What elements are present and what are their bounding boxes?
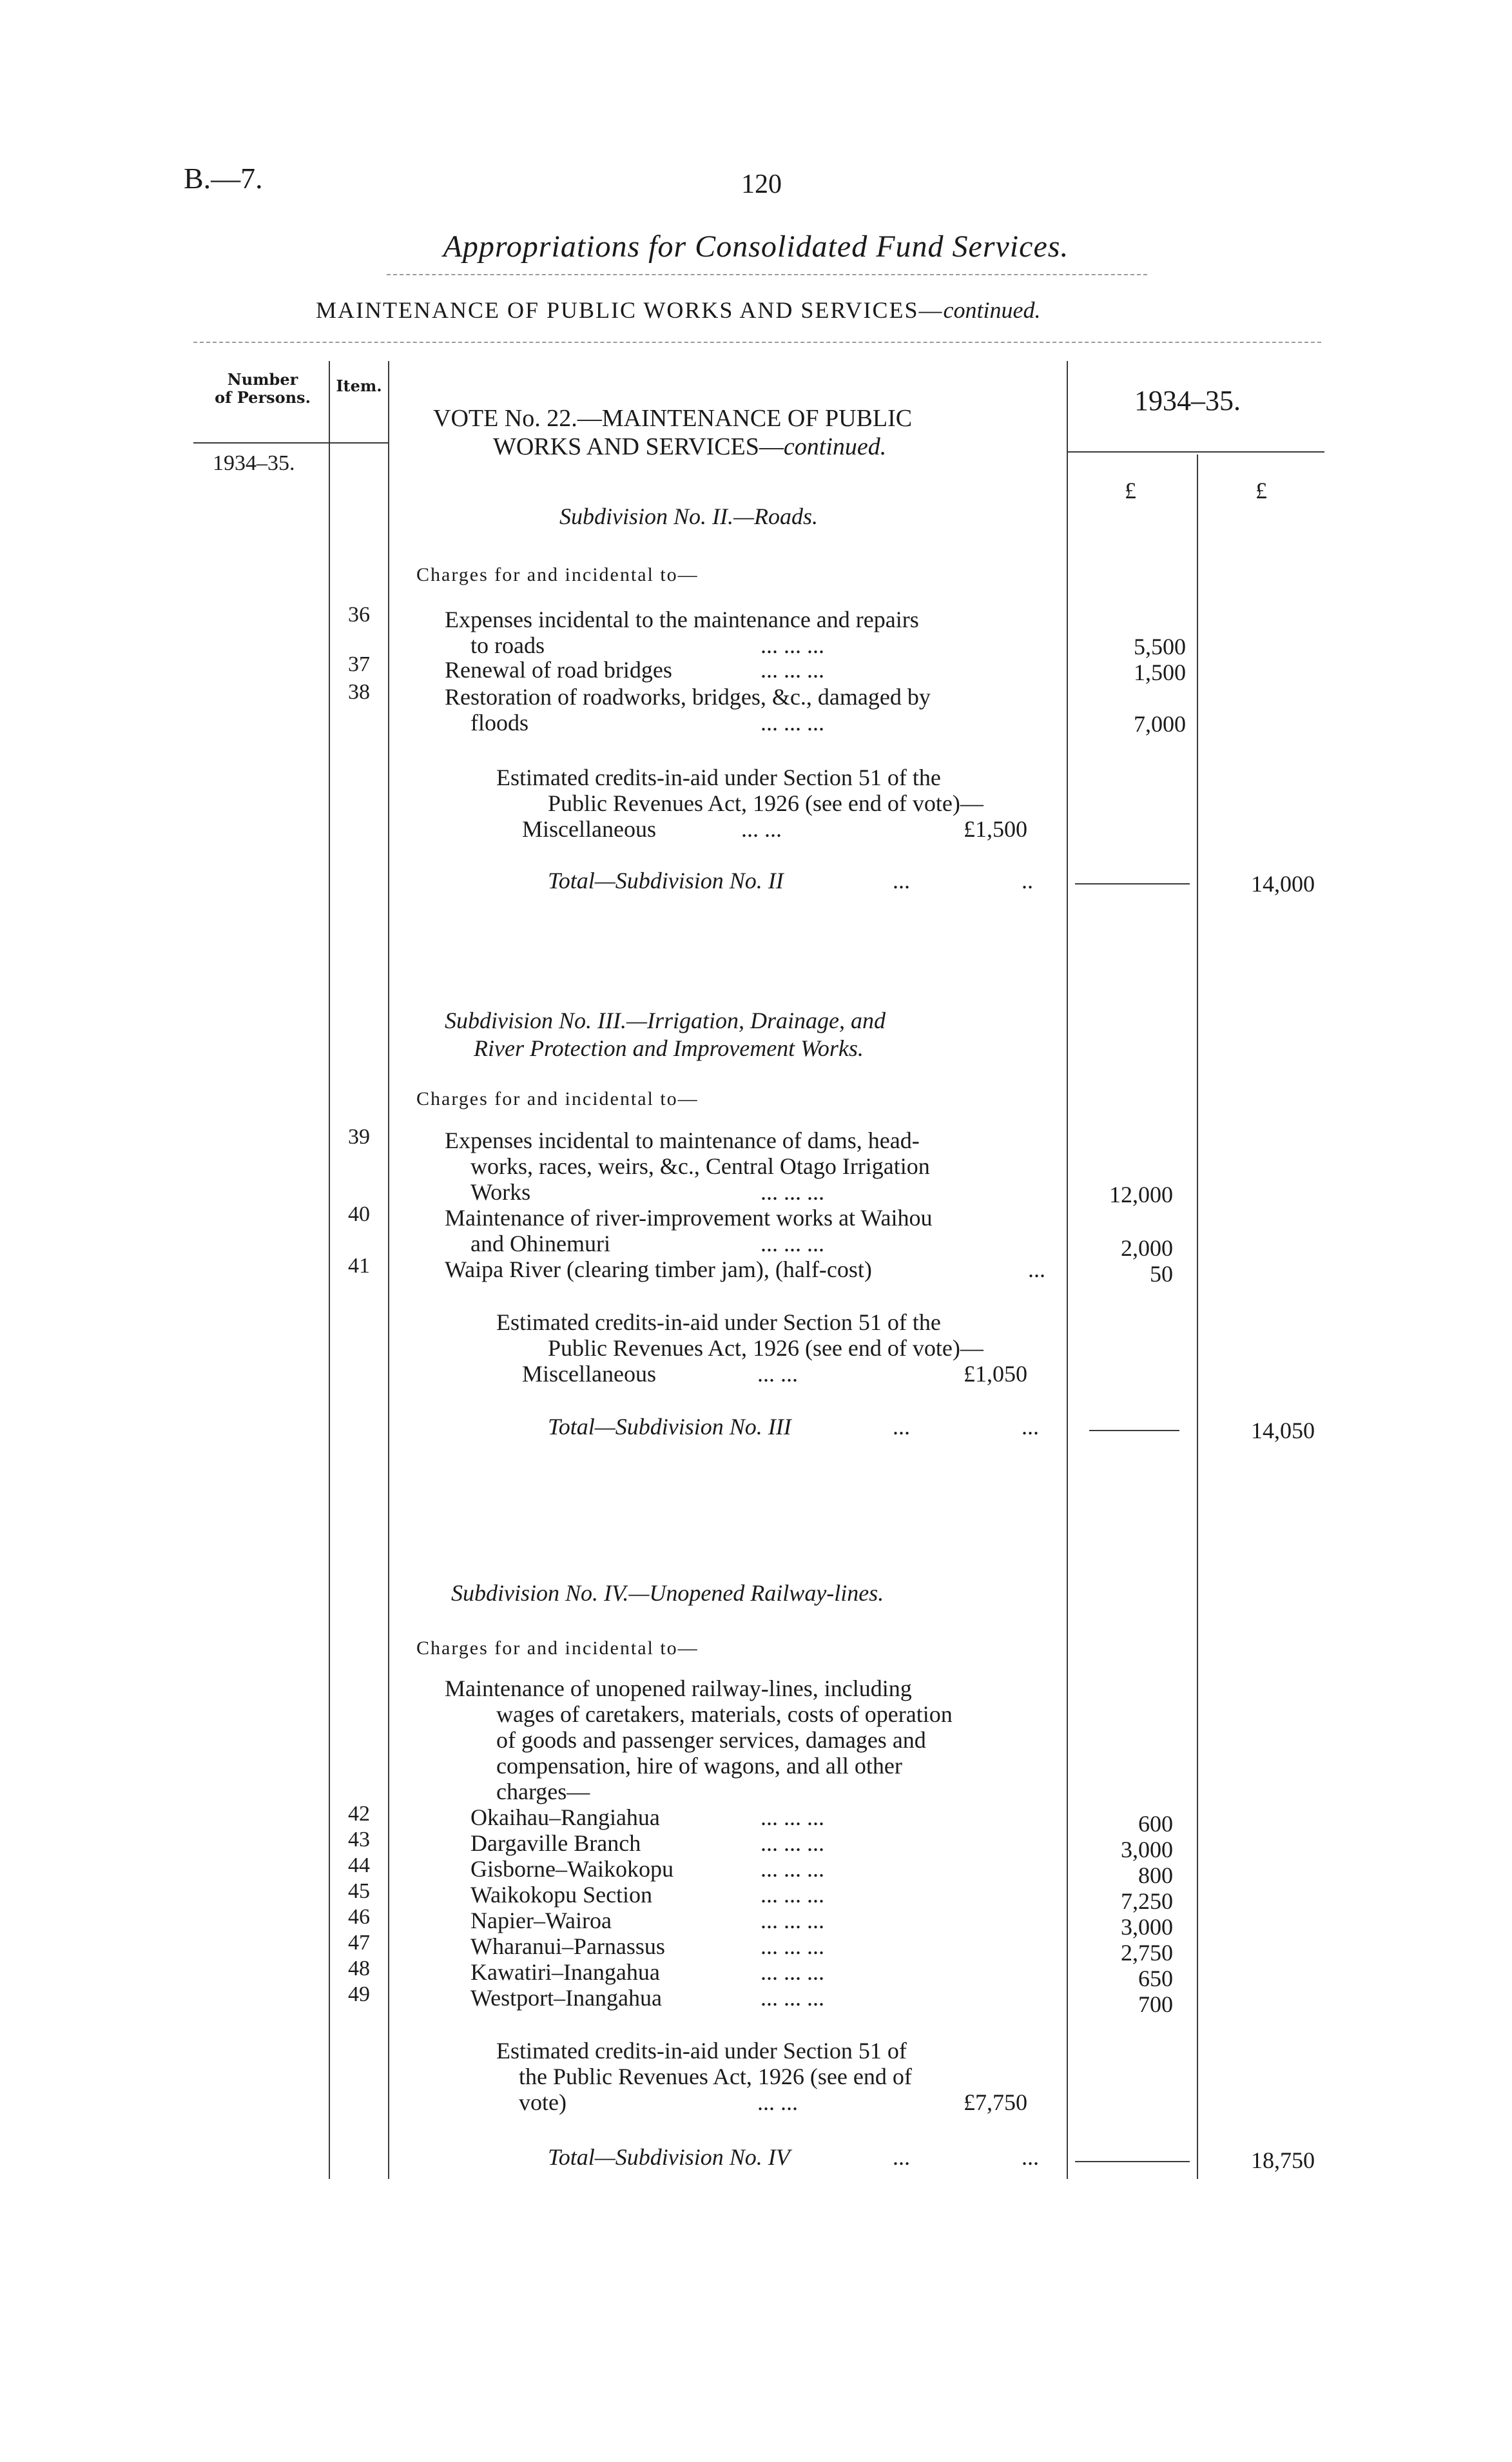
credits-in-aid-amount: £1,500 [964, 816, 1027, 842]
column-divider-persons [329, 361, 330, 2179]
railway-line-label: Kawatiri–Inangahua [470, 1959, 660, 1985]
item-number: 42 [348, 1802, 370, 1826]
item-description: Renewal of road bridges [445, 657, 672, 683]
item-amount: 800 [1138, 1862, 1173, 1888]
item-description: to roads [470, 632, 545, 658]
dot-leader: ... ... ... [761, 1985, 824, 2011]
subdivision-iii-heading: River Protection and Improvement Works. [474, 1035, 864, 1061]
total-rule [1075, 2161, 1190, 2162]
item-amount: 600 [1138, 1811, 1173, 1837]
railway-line-label: Gisborne–Waikokopu [470, 1856, 674, 1882]
dot-leader: ... [1022, 1414, 1039, 1440]
subdivision-iv-total-label: Total—Subdivision No. IV [548, 2144, 790, 2170]
currency-symbol-subtotal: £ [1255, 478, 1267, 503]
item-amount: 2,750 [1121, 1940, 1173, 1966]
subdivision-iv-intro: charges— [496, 1779, 590, 1804]
column-divider-item [388, 361, 389, 2179]
subdivision-iv-intro: wages of caretakers, materials, costs of operation [496, 1701, 953, 1727]
railway-line-label: Dargaville Branch [470, 1830, 641, 1856]
subdivision-iii-total-label: Total—Subdivision No. III [548, 1414, 791, 1440]
railway-line-label: Waikokopu Section [470, 1882, 653, 1908]
credits-in-aid-text: vote) [519, 2089, 567, 2115]
subdivision-iv-total: 18,750 [1251, 2147, 1315, 2173]
total-rule [1089, 1430, 1179, 1431]
item-number: 39 [348, 1125, 370, 1149]
credits-in-aid-text: Miscellaneous [522, 1361, 656, 1387]
dot-leader: ... ... ... [761, 1231, 824, 1256]
title-rule [387, 274, 1147, 275]
credits-in-aid-text: Estimated credits-in-aid under Section 51 of the [496, 1309, 941, 1335]
item-number: 45 [348, 1879, 370, 1903]
persons-column-header: Number of Persons. [215, 370, 311, 407]
item-amount: 650 [1138, 1966, 1173, 1991]
item-number: 43 [348, 1828, 370, 1851]
dot-leader: ... ... ... [761, 710, 824, 736]
item-number: 49 [348, 1982, 370, 2006]
document-code: B.—7. [184, 162, 263, 195]
item-amount: 3,000 [1121, 1914, 1173, 1940]
item-description: Expenses incidental to maintenance of dams, head- [445, 1128, 920, 1153]
amount-year: 1934–35. [1134, 385, 1241, 416]
subdivision-ii-total: 14,000 [1251, 871, 1315, 897]
dot-leader: ... [893, 2144, 910, 2170]
dot-leader: ... ... ... [761, 657, 824, 683]
subdivision-iii-charges: Charges for and incidental to— [416, 1088, 699, 1109]
subdivision-iv-intro: of goods and passenger services, damages and [496, 1727, 926, 1753]
dot-leader: ... ... ... [761, 1882, 824, 1908]
subdivision-iv-intro: compensation, hire of wagons, and all other [496, 1753, 902, 1779]
credits-in-aid-text: Estimated credits-in-aid under Section 51 of the [496, 765, 941, 790]
item-number: 36 [348, 603, 370, 627]
year-header-rule [1067, 451, 1324, 453]
dot-leader: .. [1022, 868, 1033, 894]
item-amount: 700 [1138, 1991, 1173, 2017]
credits-in-aid-text: Public Revenues Act, 1926 (see end of vote)— [548, 790, 984, 816]
item-number: 41 [348, 1254, 370, 1278]
dot-leader: ... ... ... [761, 1933, 824, 1959]
credits-in-aid-amount: £7,750 [964, 2089, 1027, 2115]
item-description: Expenses incidental to the maintenance and repairs [445, 607, 919, 632]
credits-in-aid-text: the Public Revenues Act, 1926 (see end of [519, 2064, 912, 2089]
persons-header-rule [193, 442, 329, 444]
page-number: 120 [741, 170, 782, 199]
item-number: 44 [348, 1853, 370, 1877]
subdivision-iv-intro: Maintenance of unopened railway-lines, including [445, 1676, 912, 1701]
subtitle-rule [193, 342, 1321, 343]
dot-leader: ... ... [757, 1361, 798, 1387]
item-number: 37 [348, 652, 370, 676]
credits-in-aid-amount: £1,050 [964, 1361, 1027, 1387]
subdivision-iii-total: 14,050 [1251, 1418, 1315, 1443]
item-amount: 12,000 [1109, 1182, 1173, 1207]
item-description: Works [470, 1179, 531, 1205]
dot-leader: ... ... [757, 2089, 798, 2115]
vote-heading-line2: WORKS AND SERVICES—continued. [493, 433, 887, 460]
total-rule [1075, 883, 1190, 884]
item-description: and Ohinemuri [470, 1231, 610, 1256]
railway-line-label: Wharanui–Parnassus [470, 1933, 665, 1959]
item-description: works, races, weirs, &c., Central Otago Irrigation [470, 1153, 930, 1179]
item-number: 46 [348, 1905, 370, 1929]
item-header-rule [329, 442, 388, 444]
dot-leader: ... ... [741, 816, 782, 842]
railway-line-label: Napier–Wairoa [470, 1908, 612, 1933]
item-amount: 7,250 [1121, 1888, 1173, 1914]
dot-leader: ... ... ... [761, 632, 824, 658]
subdivision-iii-heading: Subdivision No. III.—Irrigation, Drainage, and [445, 1008, 886, 1033]
credits-in-aid-text: Miscellaneous [522, 816, 656, 842]
item-description: floods [470, 710, 528, 736]
item-number: 38 [348, 680, 370, 704]
item-amount: 5,500 [1134, 634, 1186, 659]
persons-year: 1934–35. [213, 451, 295, 475]
section-subtitle: MAINTENANCE OF PUBLIC WORKS AND SERVICES—continued. [316, 297, 1041, 323]
item-number: 40 [348, 1202, 370, 1226]
item-amount: 2,000 [1121, 1235, 1173, 1261]
dot-leader: ... ... ... [761, 1804, 824, 1830]
item-number: 47 [348, 1931, 370, 1955]
credits-in-aid-text: Estimated credits-in-aid under Section 51 of [496, 2038, 907, 2064]
subdivision-ii-total-label: Total—Subdivision No. II [548, 868, 784, 894]
subdivision-iv-heading: Subdivision No. IV.—Unopened Railway-lines. [451, 1580, 884, 1606]
dot-leader: ... ... ... [761, 1830, 824, 1856]
item-amount: 1,500 [1134, 659, 1186, 685]
column-divider-amount [1067, 361, 1068, 2179]
vote-heading-line1: VOTE No. 22.—MAINTENANCE OF PUBLIC [433, 405, 913, 432]
dot-leader: ... ... ... [761, 1959, 824, 1985]
currency-symbol-amount: £ [1125, 478, 1136, 503]
subdivision-ii-charges: Charges for and incidental to— [416, 564, 699, 585]
item-amount: 7,000 [1134, 711, 1186, 737]
dot-leader: ... [893, 1414, 910, 1440]
dot-leader: ... ... ... [761, 1908, 824, 1933]
dot-leader: ... [1028, 1256, 1045, 1282]
column-divider-subtotal [1197, 454, 1198, 2179]
item-amount: 50 [1150, 1261, 1173, 1287]
item-description: Restoration of roadworks, bridges, &c., damaged by [445, 684, 931, 710]
dot-leader: ... ... ... [761, 1179, 824, 1205]
railway-line-label: Westport–Inangahua [470, 1985, 662, 2011]
credits-in-aid-text: Public Revenues Act, 1926 (see end of vote)— [548, 1335, 984, 1361]
item-description: Waipa River (clearing timber jam), (half-cost) [445, 1256, 872, 1282]
railway-line-label: Okaihau–Rangiahua [470, 1804, 660, 1830]
item-column-header: Item. [336, 376, 382, 395]
dot-leader: ... [1022, 2144, 1039, 2170]
dot-leader: ... [893, 868, 910, 894]
page-title: Appropriations for Consolidated Fund Services. [443, 230, 1069, 264]
subdivision-iv-charges: Charges for and incidental to— [416, 1637, 699, 1659]
item-description: Maintenance of river-improvement works at Waihou [445, 1205, 933, 1231]
dot-leader: ... ... ... [761, 1856, 824, 1882]
item-number: 48 [348, 1957, 370, 1980]
item-amount: 3,000 [1121, 1837, 1173, 1862]
subdivision-ii-heading: Subdivision No. II.—Roads. [559, 503, 818, 529]
